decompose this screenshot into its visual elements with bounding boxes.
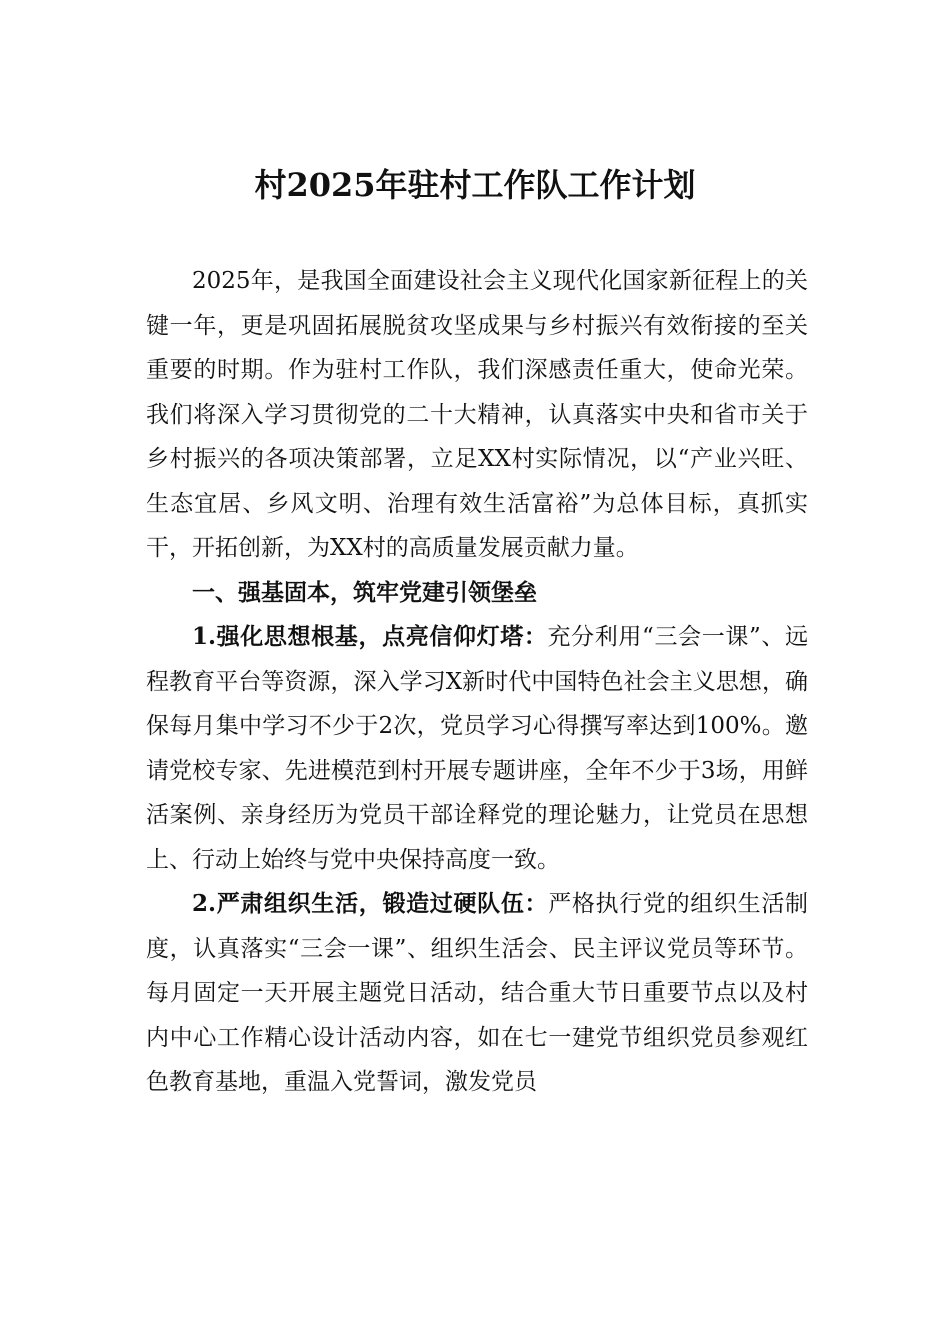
item-lead-2: 2.严肃组织生活，锻造过硬队伍：	[192, 890, 549, 917]
item-text-1: 充分利用“三会一课”、远程教育平台等资源，深入学习X新时代中国特色社会主义思想，确保每月集中学习不少于2次，党员学习心得撰写率达到100%。邀请党校专家、先进模范到村开展专题讲座，全年不少于3场，用鲜活案例、亲身经历为党员干部诠释党的理论魅力，让党员在思想上、行动上始终与党中央保持高度一致。	[146, 624, 808, 873]
document-body	[146, 259, 808, 1105]
document-title: 村2025年驻村工作队工作计划	[254, 166, 696, 204]
item-lead-1: 1.强化思想根基，点亮信仰灯塔：	[192, 623, 548, 650]
section-heading-1: 一、强基固本，筑牢党建引领堡垒	[192, 578, 537, 606]
item-text-2: 严格执行党的组织生活制度，认真落实“三会一课”、组织生活会、民主评议党员等环节。每月固定一天开展主题党日活动，结合重大节日重要节点以及村内中心工作精心设计活动内容，如在七一建党节组织党员参观红色教育基地，重温入党誓词，激发党员	[146, 891, 808, 1095]
item-paragraph-2	[146, 882, 808, 1105]
intro-paragraph: 2025年，是我国全面建设社会主义现代化国家新征程上的关键一年，更是巩固拓展脱贫攻坚成果与乡村振兴有效衔接的至关重要的时期。作为驻村工作队，我们深感责任重大，使命光荣。我们将深入学习贯彻党的二十大精神，认真落实中央和省市关于乡村振兴的各项决策部署，立足XX村实际情况，以“产业兴旺、生态宜居、乡风文明、治理有效生活富裕”为总体目标，真抓实干，开拓创新，为XX村的高质量发展贡献力量。	[146, 268, 808, 561]
item-paragraph-1	[146, 615, 808, 882]
